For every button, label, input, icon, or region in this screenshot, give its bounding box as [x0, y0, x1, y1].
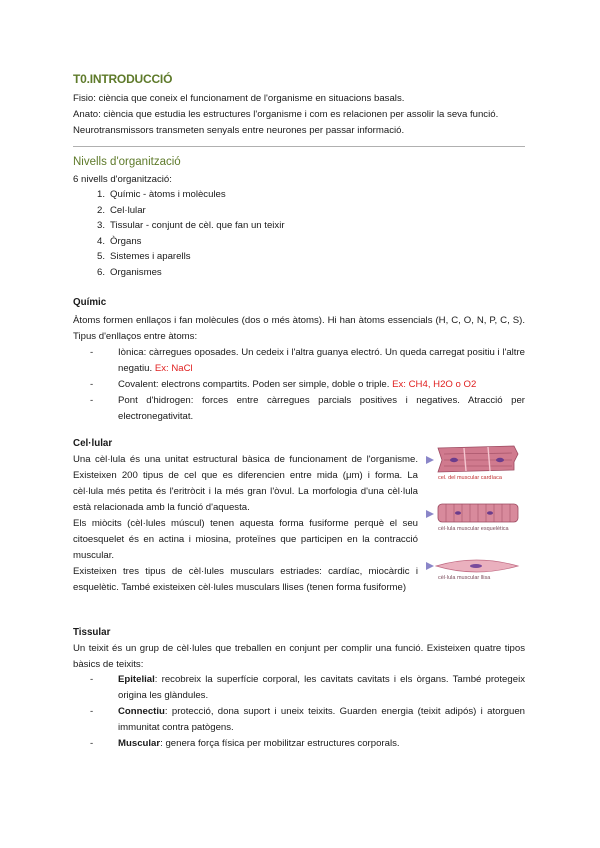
quimic-heading: Químic	[73, 297, 107, 308]
intro-neuro: Neurotransmissors transmeten senyals entre neurones per passar informació.	[73, 125, 405, 136]
cellular-paragraph-1: Una cèl·lula és una unitat estructural bàsica de funcionament de l'organisme. Existeixen 200 tipus de cel que es diferencien entre mida (μm) i forma. La cèl·lula més petita és l'eritròcit i la més gran l'òvul. La morfologia d'una cèl·lula està relacionada amb la funció d'aquesta.	[73, 454, 418, 513]
tissue-term: Epitelial	[118, 674, 155, 685]
bond-types-list	[90, 345, 525, 425]
smooth-cell-icon	[436, 560, 518, 572]
list-item: - Connectiu: protecció, dona suport i uneix teixits. Guarden energia (teixit adipós) i atorguen immunitat contra patògens.	[90, 706, 525, 733]
document-page: T0.INTRODUCCIÓ Fisio: ciència que coneix el funcionament de l'organisme en situacions basals. Anato: ciència que estudia les estructures l'organisme i com es relacionen per assolir la seva funció. Neurotransmissors transmeten senyals entre neurones per passar informació. Nivells d'organització 6 nivells d'organització: 1. Químic - àtoms i molècules 2. Cel·lular 3. Tissular - conjunt de cèl. que fan un teixir 4. Òrgans 5. Sistemes i aparells 6. Organismes Químic Àtoms formen enllaços i fan molècules (dos o més àtoms). Hi han àtoms essencials (H, C, O, N, P, C, S). Tipus d'enllaços entre àtoms: - Iònica: càrregues oposades. Un cedeix i l'altra guanya electró. Un queda carregat positiu i l'altre negatiu. Ex: NaCl - Covalent: electrons compartits. Poden ser simple, doble o triple. Ex: CH4, H2O o O2 - Pont d'hidrogen: forces entre càrregues parcials positives i negatives. Atracció per electronegativitat. Cel·lular Una cèl·lula és una unitat estructural bàsica de funcionament de l'organisme. Existeixen 200 tipus de cel que es diferencien entre mida (μm) i forma. La cèl·lula més petita és l'eritròcit i la més gran l'òvul. La morfologia d'una cèl·lula està relacionada amb la funció d'aquesta. Els miòcits (cèl·lules múscul) tenen aquesta forma fusiforme perquè el seu citoesquelet és en actina i miosina, proteïnes que participen en la contracció muscular. Existeixen tres tipus de cèl·lules musculars estriades: cardíac, miocàrdic i esquelètic. També existeixen cèl·lules musculars llises (tenen forma fusiforme) cel. del muscular cardíaca cèl·lula muscular esquelètica cèl·lula muscular llisa Tissular Un teixit és un grup de cèl·lules que treballen en conjunt per complir una funció. Existeixen quatre tipos bàsics de teixits: - Epitelial: recobreix la superfície corporal, les cavitats cavitats i els òrgans. També protegeix origina les glàndules. - Connectiu: protecció, dona suport i uneix teixits. Guarden energia (teixit adipós) i atorguen immunitat contra patògens. - Muscular: genera força física per mobilitzar estructures corporals.	[0, 0, 600, 848]
example-text: Ex: NaCl	[154, 363, 193, 374]
list-item: - Muscular: genera força física per mobilitzar estructures corporals.	[90, 738, 400, 749]
section-divider	[73, 146, 525, 147]
cardiac-cell-icon	[438, 446, 518, 472]
intro-fisio: Fisio: ciència que coneix el funcionament de l'organisme en situacions basals.	[73, 93, 405, 104]
cellular-paragraph-2: Els miòcits (cèl·lules múscul) tenen aquesta forma fusiforme perquè el seu citoesquelet és en actina i miosina, proteïnes que participen en la contracció muscular.	[73, 518, 418, 561]
tissular-heading: Tissular	[73, 627, 111, 638]
tissue-term: Connectiu	[118, 706, 165, 717]
intro-anato: Anato: ciència que estudia les estructures l'organisme i com es relacionen per assolir la seva funció.	[73, 109, 499, 120]
list-item: - Pont d'hidrogen: forces entre càrregues parcials positives i negatives. Atracció per electronegativitat.	[90, 395, 525, 422]
pointer-icon	[426, 510, 434, 518]
muscle-cells-figure	[424, 440, 520, 590]
skeletal-cell-icon	[438, 504, 518, 522]
muscle-cells-illustration	[424, 440, 520, 590]
tissue-term: Muscular	[118, 738, 161, 749]
skeletal-cell-caption: cèl·lula muscular esquelètica	[438, 526, 509, 532]
list-item: - Iònica: càrregues oposades. Un cedeix i l'altra guanya electró. Un queda carregat positiu i l'altre negatiu. Ex: NaCl	[90, 347, 525, 374]
example-text: Ex: CH4, H2O o O2	[392, 379, 477, 390]
cardiac-cell-caption: cel. del muscular cardíaca	[438, 475, 502, 481]
tissue-types-list	[90, 672, 525, 752]
pointer-icon	[426, 562, 434, 570]
document-title: T0.INTRODUCCIÓ	[73, 72, 173, 86]
tissular-paragraph: Un teixit és un grup de cèl·lules que treballen en conjunt per complir una funció. Existeixen quatre tipos bàsics de teixits:	[73, 643, 525, 670]
cellular-paragraph-3: Existeixen tres tipus de cèl·lules musculars estriades: cardíac, miocàrdic i esquelètic. També existeixen cèl·lules musculars llises (tenen forma fusiforme)	[73, 566, 418, 593]
quimic-paragraph: Àtoms formen enllaços i fan molècules (dos o més àtoms). Hi han àtoms essencials (H, C, O, N, P, C, S). Tipus d'enllaços entre àtoms:	[73, 315, 525, 342]
list-item: - Covalent: electrons compartits. Poden ser simple, doble o triple. Ex: CH4, H2O o O2	[90, 379, 477, 390]
levels-lead: 6 nivells d'organització:	[73, 174, 172, 185]
smooth-cell-caption: cèl·lula muscular llisa	[438, 575, 491, 581]
pointer-icon	[426, 456, 434, 464]
levels-heading: Nivells d'organització	[73, 156, 181, 168]
cellular-heading: Cel·lular	[73, 438, 113, 449]
list-item: - Epitelial: recobreix la superfície corporal, les cavitats cavitats i els òrgans. També protegeix origina les glàndules.	[90, 674, 525, 701]
